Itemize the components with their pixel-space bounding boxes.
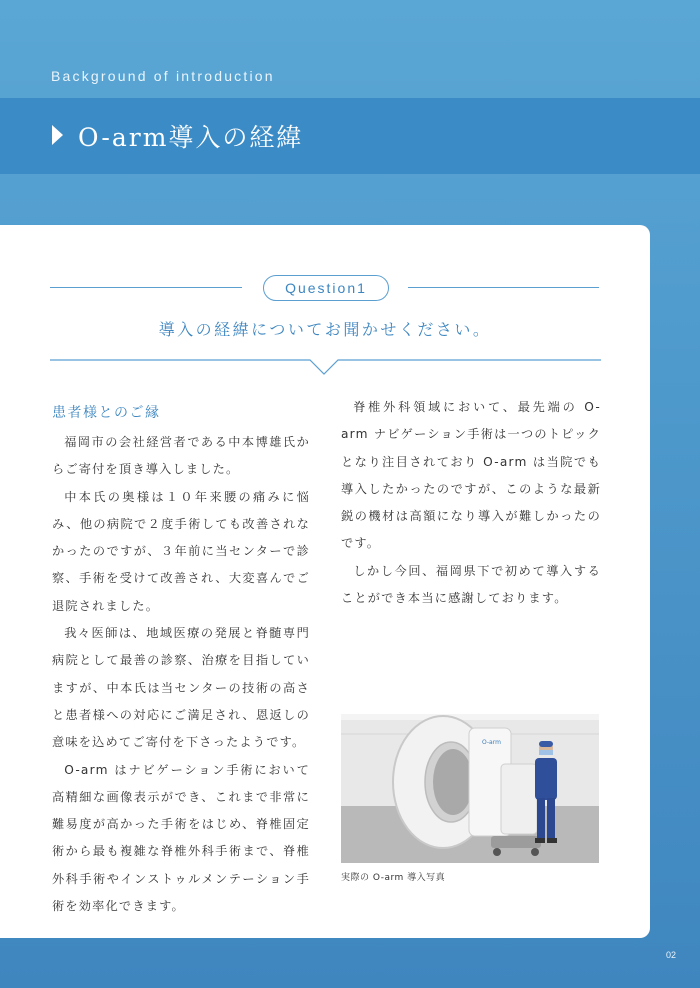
o-arm-photo xyxy=(341,714,599,863)
left-text-column xyxy=(52,429,310,920)
page-title: O-arm導入の経緯 xyxy=(78,123,304,152)
device-label: O-arm xyxy=(482,739,501,746)
photo-caption: 実際の O-arm 導入写真 xyxy=(341,873,446,883)
pointer-divider xyxy=(50,350,601,378)
paragraph: 中本氏の奥様は１０年来腰の痛みに悩み、他の病院で２度手術しても改善されなかったのですが、３年前に当センターで診察、手術を受けて改善され、大変喜んでご退院されました。 xyxy=(52,489,310,613)
paragraph: O-arm はナビゲーション手術において高精細な画像表示ができ、これまで非常に難易度が高かった手術をはじめ、脊椎固定術から最も複雑な脊椎外科手術まで、脊椎外科手術やインストゥルメンテーション手術を効率化できます。 xyxy=(52,762,310,914)
section-subheading: 患者様とのご縁 xyxy=(52,405,161,421)
page-number: 02 xyxy=(665,950,676,960)
question-rule-right xyxy=(408,287,599,288)
question-badge: Question1 xyxy=(263,275,389,301)
content-card xyxy=(0,225,650,938)
right-text-column xyxy=(341,394,601,612)
o-arm-photo-illustration xyxy=(341,714,599,863)
paragraph: 福岡市の会社経営者である中本博雄氏からご寄付を頂き導入しました。 xyxy=(52,435,310,477)
section-label: Background of introduction xyxy=(51,68,275,84)
triangle-arrow-icon xyxy=(52,125,63,145)
question-heading: 導入の経緯についてお聞かせください。 xyxy=(158,320,492,339)
question-rule-left xyxy=(50,287,242,288)
paragraph: しかし今回、福岡県下で初めて導入することができ本当に感謝しております。 xyxy=(341,563,601,606)
paragraph: 脊椎外科領域において、最先端の O-arm ナビゲーション手術は一つのトピックとなり注目されており O-arm は当院でも導入したかったのですが、このような最新鋭の機材は高額になり導入が難しかったのです。 xyxy=(341,400,601,551)
paragraph: 我々医師は、地域医療の発展と脊髄専門病院として最善の診察、治療を目指していますが、中本氏は当センターの技術の高さと患者様への対応にご満足され、恩返しの意味を込めてご寄付を下さったようです。 xyxy=(52,626,310,750)
